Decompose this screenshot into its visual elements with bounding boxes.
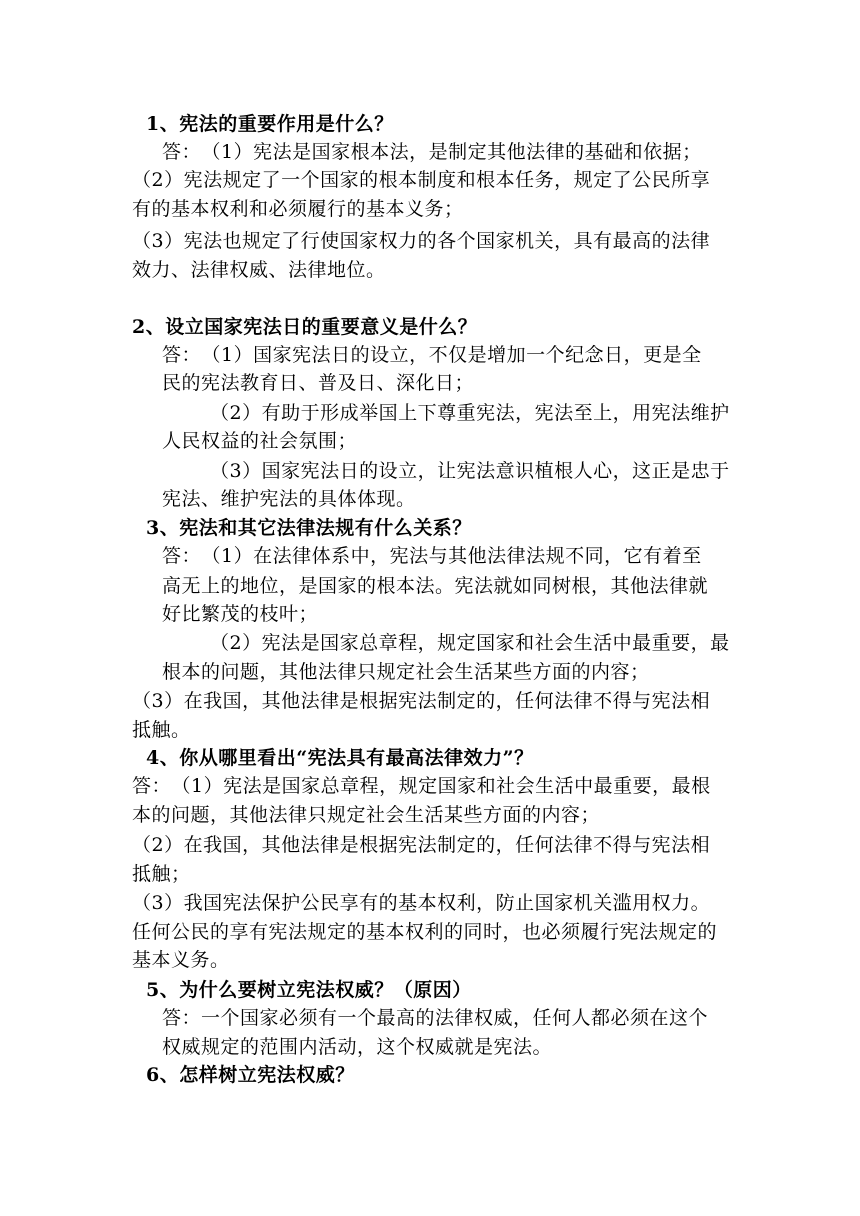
answer-4-line-1: 答： （1）宪法是国家总章程，规定国家和社会生活中最重要，最根 — [132, 775, 711, 797]
question-4-heading: 4、你从哪里看出“宪法具有最高法律效力”？ — [146, 747, 534, 769]
question-2-heading: 2、设立国家宪法日的重要意义是什么？ — [132, 316, 478, 338]
answer-1-line-3: 有的基本权利和必须履行的基本义务； — [132, 198, 464, 220]
answer-4-line-2: 本的问题，其他法律只规定社会生活某些方面的内容； — [132, 804, 601, 826]
answer-4-line-4: 抵触； — [132, 863, 191, 885]
answer-4-line-3: （2）在我国，其他法律是根据宪法制定的，任何法律不得与宪法相 — [132, 834, 711, 856]
question-3-heading: 3、宪法和其它法律法规有什么关系？ — [146, 517, 472, 539]
question-6-heading: 6、怎样树立宪法权威？ — [146, 1064, 355, 1086]
answer-2-line-3: （2）有助于形成举国上下尊重宪法，宪法至上，用宪法维护 — [210, 402, 730, 424]
answer-2-line-1: 答： （1）国家宪法日的设立，不仅是增加一个纪念日，更是全 — [162, 344, 702, 366]
answer-3-line-6: （3）在我国，其他法律是根据宪法制定的，任何法律不得与宪法相 — [132, 690, 711, 712]
answer-4-line-5: （3）我国宪法保护公民享有的基本权利，防止国家机关滥用权力。 — [132, 892, 711, 914]
answer-3-line-7: 抵触。 — [132, 719, 191, 741]
answer-3-line-5: 根本的问题，其他法律只规定社会生活某些方面的内容； — [162, 661, 650, 683]
answer-1-line-1: 答： （1）宪法是国家根本法，是制定其他法律的基础和依据； — [162, 141, 702, 163]
answer-1-line-5: 效力、法律权威、法律地位。 — [132, 259, 386, 281]
answer-2-line-6: 宪法、维护宪法的具体体现。 — [162, 488, 416, 510]
answer-3-line-4: （2）宪法是国家总章程，规定国家和社会生活中最重要，最 — [210, 632, 730, 654]
answer-3-line-3: 好比繁茂的枝叶； — [162, 603, 319, 625]
question-1-heading: 1、宪法的重要作用是什么？ — [146, 113, 394, 135]
answer-4-line-6: 任何公民的享有宪法规定的基本权利的同时，也必须履行宪法规定的 — [132, 921, 718, 943]
question-5-heading: 5、为什么要树立宪法权威？（原因） — [146, 979, 472, 1001]
answer-2-line-2: 民的宪法教育日、普及日、深化日； — [162, 372, 475, 394]
answer-5-line-2: 权威规定的范围内活动，这个权威就是宪法。 — [162, 1036, 553, 1058]
answer-2-line-4: 人民权益的社会氛围； — [162, 430, 358, 452]
answer-1-line-2: （2）宪法规定了一个国家的根本制度和根本任务，规定了公民所享 — [132, 169, 711, 191]
answer-3-line-1: 答： （1）在法律体系中，宪法与其他法律法规不同，它有着至 — [162, 545, 702, 567]
answer-2-line-5: （3）国家宪法日的设立，让宪法意识植根人心，这正是忠于 — [210, 460, 730, 482]
answer-1-line-4: （3）宪法也规定了行使国家权力的各个国家机关，具有最高的法律 — [132, 230, 711, 252]
answer-5-line-1: 答：一个国家必须有一个最高的法律权威，任何人都必须在这个 — [162, 1007, 709, 1029]
answer-3-line-2: 高无上的地位，是国家的根本法。宪法就如同树根，其他法律就 — [162, 575, 709, 597]
answer-4-line-7: 基本义务。 — [132, 949, 230, 971]
